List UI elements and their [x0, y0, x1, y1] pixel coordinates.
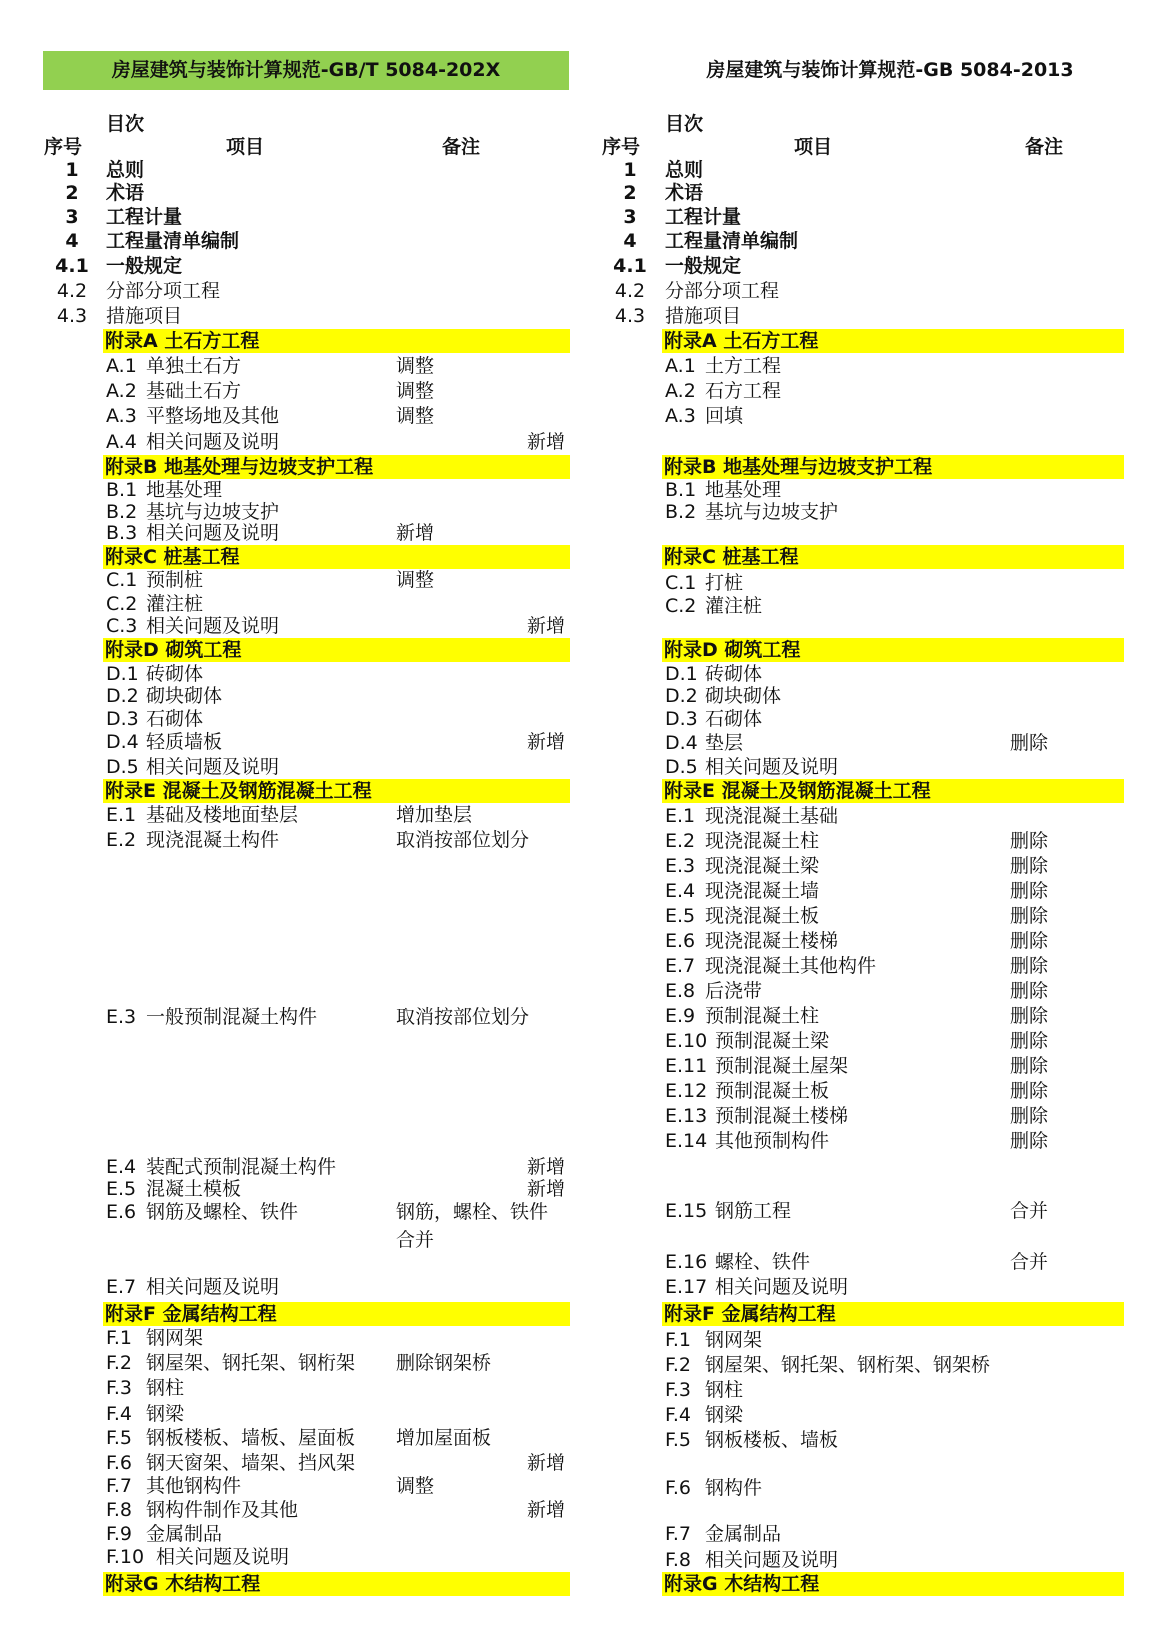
item-code: F.2: [106, 1352, 133, 1374]
remark-text: 调整: [396, 380, 435, 402]
item-name: 垫层: [705, 732, 744, 754]
item-name: 预制混凝土楼梯: [715, 1105, 849, 1127]
item-name: 钢天窗架、墙架、挡风架: [146, 1452, 356, 1474]
status-note: 删除: [1010, 980, 1049, 1002]
item-name: 螺栓、铁件: [715, 1251, 811, 1273]
item-code: F.3: [665, 1379, 692, 1401]
item-name: 石方工程: [705, 380, 782, 402]
note-header: 备注: [1025, 136, 1064, 158]
right-title: 房屋建筑与装饰计算规范-GB 5084-2013: [706, 59, 1074, 81]
item-code: F.7: [106, 1475, 133, 1497]
item-code: E.10: [665, 1030, 708, 1052]
item-code: C.1: [106, 569, 138, 591]
item-header: 项目: [226, 136, 265, 158]
item-name: 预制混凝土梁: [715, 1030, 830, 1052]
item-code: F.10: [106, 1546, 145, 1568]
item-code: F.6: [106, 1452, 133, 1474]
item-name: 单独土石方: [146, 355, 242, 377]
status-note: 合并: [1010, 1200, 1049, 1222]
item-code: E.14: [665, 1130, 708, 1152]
item-code: E.3: [106, 1006, 137, 1028]
section-heading: 附录F 金属结构工程: [105, 1303, 277, 1325]
section-heading: 附录D 砌筑工程: [105, 639, 242, 661]
item-name: 钢屋架、钢托架、钢桁架、钢架桥: [705, 1354, 991, 1376]
item-name: 现浇混凝土柱: [705, 830, 820, 852]
item-name: 相关问题及说明: [146, 756, 280, 778]
item-name: 钢屋架、钢托架、钢桁架: [146, 1352, 356, 1374]
item-name: 基础及楼地面垫层: [146, 804, 299, 826]
item-code: F.8: [665, 1549, 692, 1571]
item-code: B.1: [665, 479, 697, 501]
item-name: 砖砌体: [146, 663, 204, 685]
item-name: 砌块砌体: [146, 685, 223, 707]
item-code: E.4: [665, 880, 696, 902]
item-name: 钢梁: [705, 1404, 744, 1426]
item-name: 混凝土模板: [146, 1178, 242, 1200]
item-code: E.11: [665, 1055, 708, 1077]
item-code: E.1: [665, 805, 696, 827]
item-code: E.3: [665, 855, 696, 877]
sequence-number: 1: [623, 159, 637, 181]
item-code: D.1: [665, 663, 698, 685]
sequence-number: 4: [65, 230, 79, 252]
status-note: 删除: [1010, 732, 1049, 754]
item-code: C.1: [665, 572, 697, 594]
item-code: F.1: [106, 1327, 133, 1349]
item-name: 石砌体: [705, 708, 763, 730]
item-name: 钢柱: [146, 1377, 185, 1399]
status-note: 删除: [1010, 830, 1049, 852]
item-code: D.5: [106, 756, 139, 778]
item-name: 钢柱: [705, 1379, 744, 1401]
sequence-number: 4.3: [614, 305, 646, 327]
item-name: 现浇混凝土构件: [146, 829, 280, 851]
section-heading: 附录E 混凝土及钢筋混凝土工程: [105, 780, 372, 802]
item-name: 相关问题及说明: [146, 522, 280, 544]
chapter-title: 总则: [106, 159, 145, 181]
item-name: 预制混凝土屋架: [715, 1055, 849, 1077]
remark-text: 增加屋面板: [396, 1427, 492, 1449]
item-code: C.2: [665, 595, 697, 617]
item-code: E.17: [665, 1276, 708, 1298]
remark-text: 调整: [396, 1475, 435, 1497]
item-name: 钢梁: [146, 1403, 185, 1425]
item-code: D.4: [106, 731, 139, 753]
item-name: 现浇混凝土楼梯: [705, 930, 839, 952]
section-heading: 附录G 木结构工程: [664, 1573, 820, 1595]
sequence-number: 2: [623, 182, 637, 204]
item-name: 后浇带: [705, 980, 763, 1002]
chapter-title: 一般规定: [106, 255, 183, 277]
item-code: E.7: [665, 955, 696, 977]
item-name: 地基处理: [705, 479, 782, 501]
item-code: F.4: [106, 1403, 133, 1425]
status-note: 删除: [1010, 1055, 1049, 1077]
sequence-number: 3: [65, 206, 79, 228]
remark-text: 合并: [396, 1229, 435, 1251]
item-code: E.1: [106, 804, 137, 826]
item-name: 砌块砌体: [705, 685, 782, 707]
chapter-title: 措施项目: [106, 305, 183, 327]
sequence-number: 1: [65, 159, 79, 181]
item-name: 灌注桩: [705, 595, 763, 617]
item-code: E.6: [665, 930, 696, 952]
status-note: 新增: [527, 1499, 566, 1521]
item-code: D.2: [106, 685, 139, 707]
item-code: A.1: [665, 355, 696, 377]
item-code: B.1: [106, 479, 138, 501]
item-name: 现浇混凝土墙: [705, 880, 820, 902]
item-code: A.3: [106, 405, 137, 427]
item-code: F.1: [665, 1329, 692, 1351]
item-name: 基坑与边坡支护: [146, 501, 280, 523]
item-name: 回填: [705, 405, 744, 427]
status-note: 新增: [527, 1178, 566, 1200]
item-name: 相关问题及说明: [146, 615, 280, 637]
item-name: 地基处理: [146, 479, 223, 501]
remark-text: 钢筋，螺栓、铁件: [396, 1201, 549, 1223]
item-name: 金属制品: [705, 1523, 782, 1545]
item-name: 钢网架: [705, 1329, 763, 1351]
status-note: 新增: [527, 1452, 566, 1474]
chapter-title: 工程量清单编制: [665, 230, 799, 252]
chapter-title: 工程计量: [665, 206, 742, 228]
toc-label: 目次: [106, 113, 145, 135]
chapter-title: 总则: [665, 159, 704, 181]
item-name: 相关问题及说明: [146, 1276, 280, 1298]
item-code: A.2: [106, 380, 137, 402]
remark-text: 调整: [396, 355, 435, 377]
item-name: 预制桩: [146, 569, 204, 591]
item-name: 现浇混凝土梁: [705, 855, 820, 877]
item-code: E.13: [665, 1105, 708, 1127]
item-code: B.3: [106, 522, 138, 544]
item-name: 现浇混凝土基础: [705, 805, 839, 827]
item-name: 其他钢构件: [146, 1475, 242, 1497]
item-code: B.2: [665, 501, 697, 523]
status-note: 删除: [1010, 880, 1049, 902]
item-name: 基础土石方: [146, 380, 242, 402]
item-code: E.8: [665, 980, 696, 1002]
item-name: 钢构件制作及其他: [146, 1499, 299, 1521]
chapter-title: 分部分项工程: [665, 280, 780, 302]
item-code: F.3: [106, 1377, 133, 1399]
item-name: 轻质墙板: [146, 731, 223, 753]
section-heading: 附录F 金属结构工程: [664, 1303, 836, 1325]
item-name: 砖砌体: [705, 663, 763, 685]
status-note: 删除: [1010, 1130, 1049, 1152]
item-code: F.9: [106, 1523, 133, 1545]
section-heading: 附录B 地基处理与边坡支护工程: [664, 456, 933, 478]
item-code: B.2: [106, 501, 138, 523]
note-header: 备注: [442, 136, 481, 158]
item-code: C.2: [106, 593, 138, 615]
item-code: F.2: [665, 1354, 692, 1376]
status-note: 删除: [1010, 1005, 1049, 1027]
toc-label: 目次: [665, 113, 704, 135]
section-heading: 附录B 地基处理与边坡支护工程: [105, 456, 374, 478]
item-name: 其他预制构件: [715, 1130, 830, 1152]
item-name: 钢筋及螺栓、铁件: [146, 1201, 299, 1223]
item-code: E.5: [665, 905, 696, 927]
remark-text: 调整: [396, 405, 435, 427]
status-note: 删除: [1010, 1030, 1049, 1052]
section-heading: 附录D 砌筑工程: [664, 639, 801, 661]
item-code: D.3: [106, 708, 139, 730]
item-name: 土方工程: [705, 355, 782, 377]
item-name: 相关问题及说明: [146, 431, 280, 453]
status-note: 删除: [1010, 930, 1049, 952]
seq-header: 序号: [602, 136, 641, 158]
status-note: 新增: [527, 431, 566, 453]
item-name: 钢板楼板、墙板: [705, 1429, 839, 1451]
item-code: F.8: [106, 1499, 133, 1521]
item-name: 装配式预制混凝土构件: [146, 1156, 337, 1178]
item-name: 一般预制混凝土构件: [146, 1006, 318, 1028]
item-code: D.4: [665, 732, 698, 754]
item-code: F.6: [665, 1477, 692, 1499]
item-code: E.2: [106, 829, 137, 851]
item-code: E.4: [106, 1156, 137, 1178]
status-note: 删除: [1010, 1105, 1049, 1127]
item-name: 预制混凝土柱: [705, 1005, 820, 1027]
item-name: 相关问题及说明: [705, 756, 839, 778]
item-name: 打桩: [705, 572, 744, 594]
item-name: 石砌体: [146, 708, 204, 730]
item-code: E.12: [665, 1080, 708, 1102]
item-code: E.2: [665, 830, 696, 852]
item-code: E.5: [106, 1178, 137, 1200]
status-note: 删除: [1010, 905, 1049, 927]
item-code: E.6: [106, 1201, 137, 1223]
remark-text: 调整: [396, 569, 435, 591]
sequence-number: 4.1: [613, 255, 647, 277]
item-name: 预制混凝土板: [715, 1080, 830, 1102]
item-name: 相关问题及说明: [156, 1546, 290, 1568]
item-header: 项目: [794, 136, 833, 158]
item-code: C.3: [106, 615, 138, 637]
remark-text: 取消按部位划分: [396, 1006, 530, 1028]
section-heading: 附录G 木结构工程: [105, 1573, 261, 1595]
chapter-title: 措施项目: [665, 305, 742, 327]
item-code: A.3: [665, 405, 696, 427]
section-heading: 附录A 土石方工程: [105, 330, 260, 352]
item-code: A.1: [106, 355, 137, 377]
item-name: 现浇混凝土板: [705, 905, 820, 927]
item-name: 现浇混凝土其他构件: [705, 955, 877, 977]
status-note: 新增: [527, 731, 566, 753]
item-name: 钢构件: [705, 1477, 763, 1499]
remark-text: 取消按部位划分: [396, 829, 530, 851]
status-note: 合并: [1010, 1251, 1049, 1273]
sequence-number: 4.1: [55, 255, 89, 277]
item-name: 钢板楼板、墙板、屋面板: [146, 1427, 356, 1449]
item-code: A.2: [665, 380, 696, 402]
section-heading: 附录E 混凝土及钢筋混凝土工程: [664, 780, 931, 802]
section-heading: 附录C 桩基工程: [664, 546, 799, 568]
section-heading: 附录C 桩基工程: [105, 546, 240, 568]
status-note: 删除: [1010, 955, 1049, 977]
sequence-number: 4: [623, 230, 637, 252]
item-name: 钢筋工程: [715, 1200, 792, 1222]
left-title: 房屋建筑与装饰计算规范-GB/T 5084-202X: [43, 51, 569, 90]
item-code: E.16: [665, 1251, 708, 1273]
chapter-title: 术语: [106, 182, 145, 204]
sequence-number: 4.2: [614, 280, 646, 302]
item-name: 基坑与边坡支护: [705, 501, 839, 523]
chapter-title: 术语: [665, 182, 704, 204]
sequence-number: 3: [623, 206, 637, 228]
item-name: 金属制品: [146, 1523, 223, 1545]
status-note: 新增: [527, 1156, 566, 1178]
item-code: E.7: [106, 1276, 137, 1298]
sequence-number: 4.2: [56, 280, 88, 302]
item-code: E.9: [665, 1005, 696, 1027]
item-code: D.5: [665, 756, 698, 778]
item-code: F.7: [665, 1523, 692, 1545]
item-name: 钢网架: [146, 1327, 204, 1349]
remark-text: 增加垫层: [396, 804, 473, 826]
chapter-title: 工程量清单编制: [106, 230, 240, 252]
chapter-title: 一般规定: [665, 255, 742, 277]
item-code: A.4: [106, 431, 137, 453]
status-note: 删除: [1010, 1080, 1049, 1102]
item-code: D.3: [665, 708, 698, 730]
sequence-number: 4.3: [56, 305, 88, 327]
section-heading: 附录A 土石方工程: [664, 330, 819, 352]
item-code: F.5: [665, 1429, 692, 1451]
chapter-title: 分部分项工程: [106, 280, 221, 302]
status-note: 删除: [1010, 855, 1049, 877]
item-name: 相关问题及说明: [705, 1549, 839, 1571]
item-code: F.5: [106, 1427, 133, 1449]
remark-text: 新增: [396, 522, 435, 544]
item-code: D.1: [106, 663, 139, 685]
item-code: E.15: [665, 1200, 708, 1222]
seq-header: 序号: [44, 136, 83, 158]
item-name: 平整场地及其他: [146, 405, 280, 427]
remark-text: 删除钢架桥: [396, 1352, 492, 1374]
item-code: F.4: [665, 1404, 692, 1426]
item-name: 相关问题及说明: [715, 1276, 849, 1298]
sequence-number: 2: [65, 182, 79, 204]
item-name: 灌注桩: [146, 593, 204, 615]
item-code: D.2: [665, 685, 698, 707]
chapter-title: 工程计量: [106, 206, 183, 228]
status-note: 新增: [527, 615, 566, 637]
